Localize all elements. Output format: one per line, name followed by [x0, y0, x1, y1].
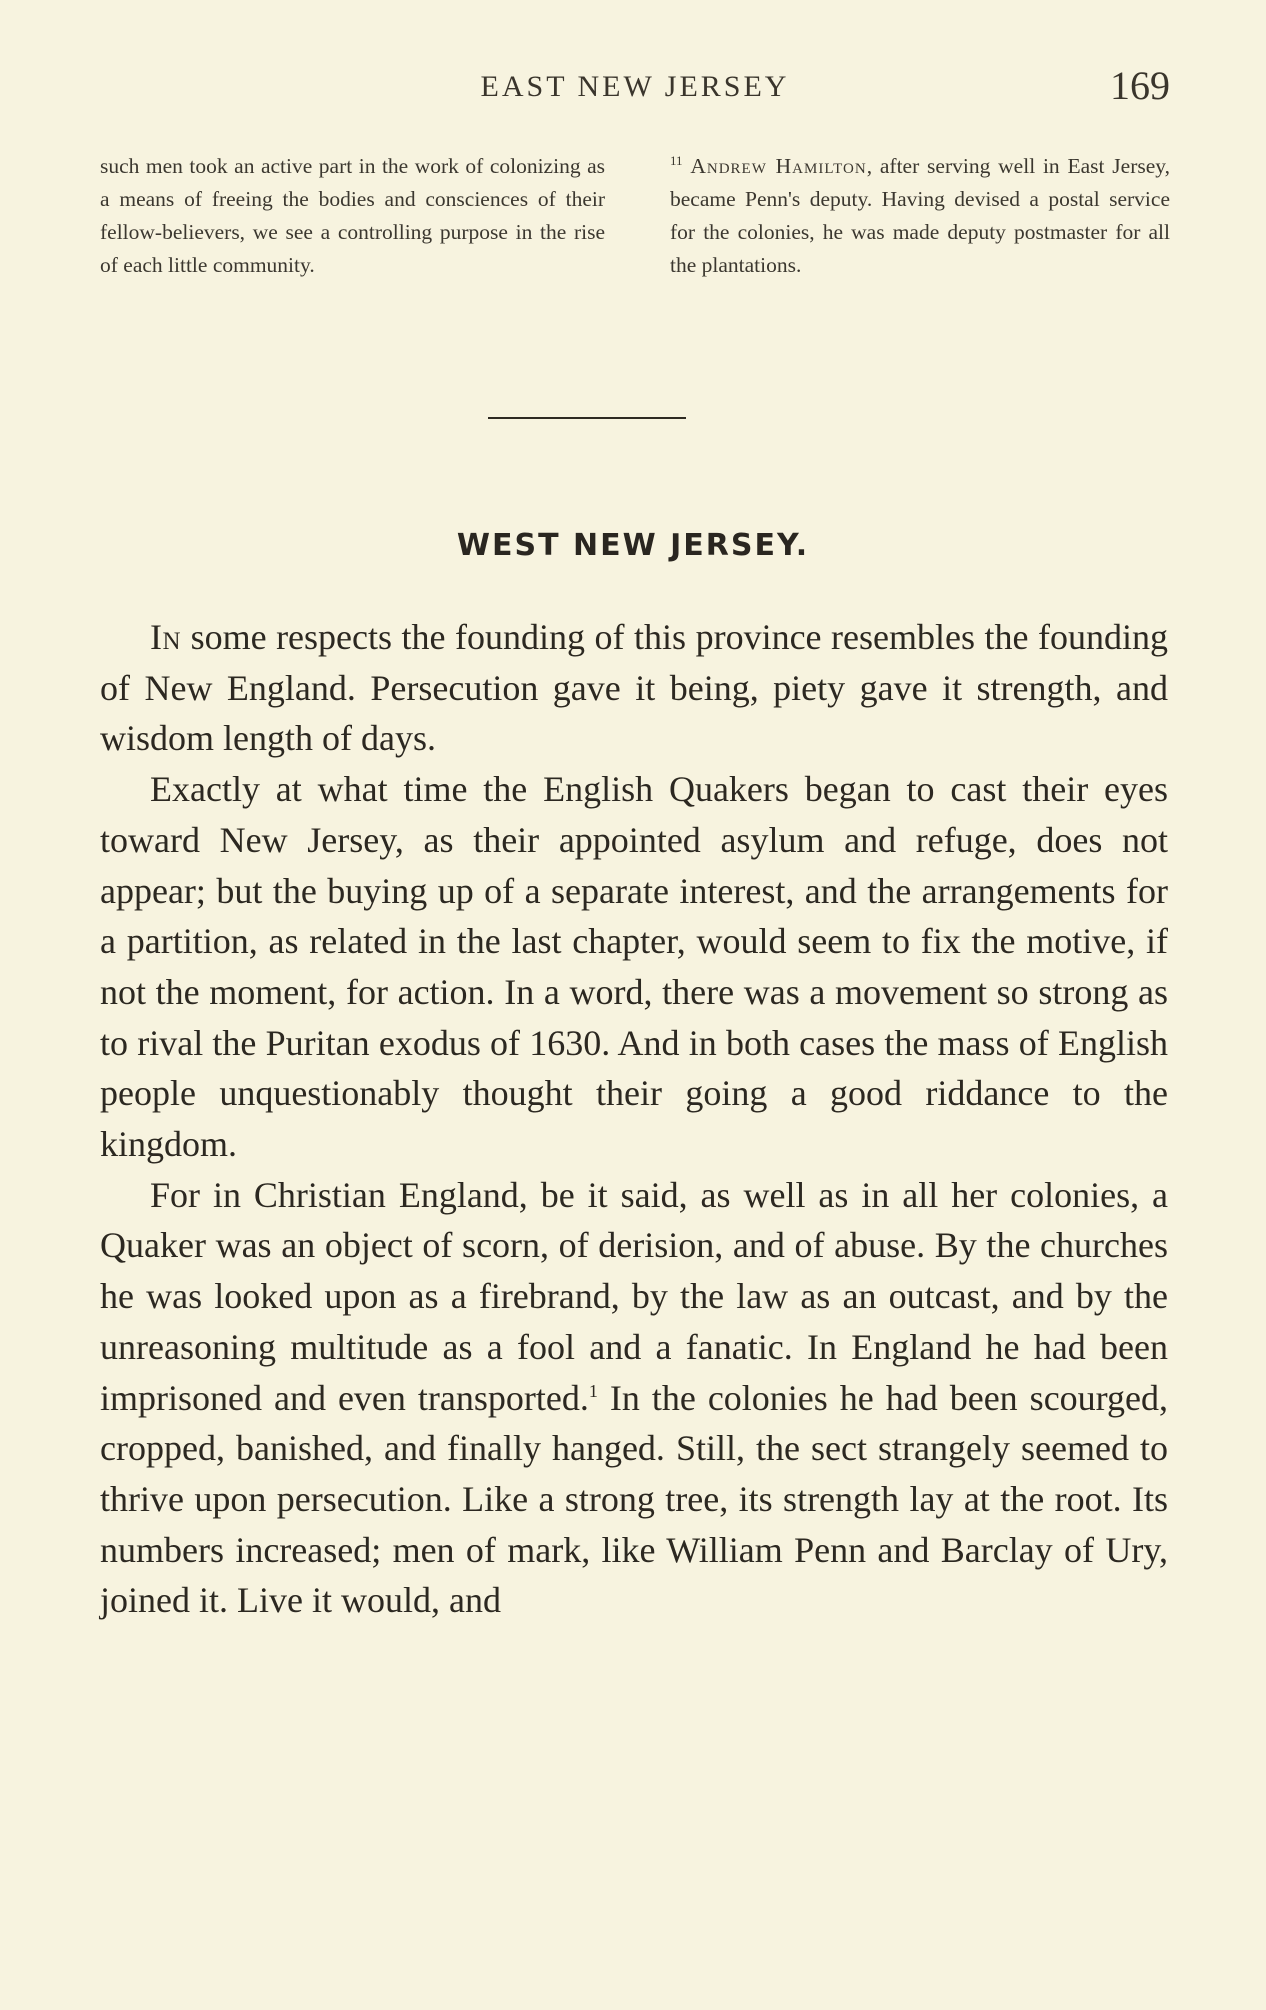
page-number: 169	[1110, 63, 1170, 108]
paragraph-3-text-a: For in Christian England, be it said, as well as in all her colonies, a Quaker was an object of scorn, of derision, and of abuse. By the churches he was looked upon as a firebrand, by the law as an outcast, and by the unreasoning multitude as a fool and a fanatic. In England he had been imprisoned and even transported.	[100, 1174, 1168, 1418]
body-text	[100, 612, 1168, 1626]
running-head	[100, 62, 1170, 112]
footnote-11	[670, 150, 1170, 282]
paragraph-2: Exactly at what time the English Quakers began to cast their eyes toward New Jersey, as their appointed asylum and refuge, does not appear; but the buying up of a separate interest, and the arrangements for a partition, as related in the last chapter, would seem to fix the motive, if not the moment, for action. In a word, there was a movement so strong as to rival the Puritan exodus of 1630. And in both cases the mass of English people unquestionably thought their going a good riddance to the kingdom.	[100, 769, 1168, 1165]
section-divider	[488, 417, 686, 419]
paragraph-1-text: some respects the founding of this province resembles the founding of New England. Persecution gave it being, piety gave it strength, and wisdom length of days.	[100, 617, 1168, 759]
footnotes	[100, 150, 1170, 350]
footnote-continued: such men took an active part in the work of colonizing as a means of freeing the bodies and consciences of their fellow-believers, we see a controlling purpose in the rise of each little community.	[100, 154, 605, 277]
running-title: EAST NEW JERSEY	[480, 70, 790, 103]
section-heading: WEST NEW JERSEY.	[456, 528, 810, 563]
paragraph-3-text-b: In the colonies he had been scourged, cropped, banished, and finally hanged. Still, the sect strangely seemed to thrive upon persecution. Like a strong tree, its strength lay at the root. Its numbers increased; men of mark, like William Penn and Barclay of Ury, joined it. Live it would, and	[100, 1377, 1168, 1621]
footnote-text: , after serving well in East Jersey, became Penn's deputy. Having devised a postal service for the colonies, he was made deputy postmaster for all the plantations.	[670, 154, 1171, 277]
paragraph-3	[100, 1170, 1168, 1626]
footnote-name: Andrew Hamilton	[690, 154, 867, 178]
footnote-marker: 11	[670, 152, 683, 168]
footnote-reference: 1	[588, 1380, 598, 1401]
paragraph-1	[100, 612, 1168, 764]
paragraph-lead-word: In	[150, 617, 182, 657]
